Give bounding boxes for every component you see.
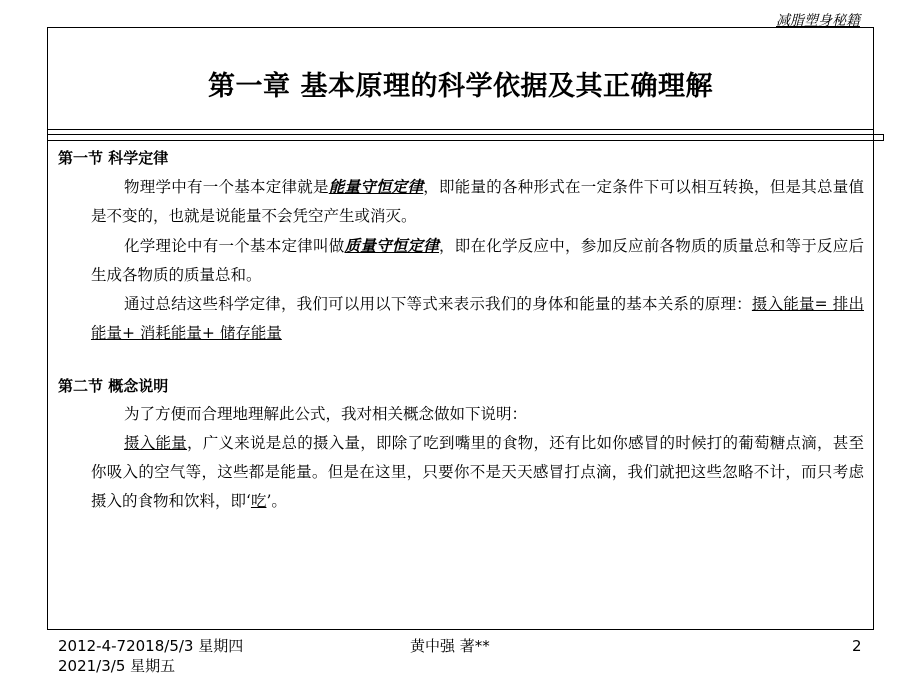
section1-heading: 第一节 科学定律 <box>58 149 169 167</box>
series-title: 减脂塑身秘籍 <box>776 13 860 29</box>
footer-date: 2012-4-72018/5/3 星期四2021/3/5 星期五 <box>58 637 244 675</box>
title-rule-top <box>47 134 884 135</box>
content-area <box>58 145 864 516</box>
section2-paragraph-1: 为了方便而合理地理解此公式，我对相关概念做如下说明： <box>124 405 528 423</box>
section1-p1-text-post: ，即能量的各种形式在一定条件下可以相互转换，但是其总量值是不变的，也就是说能量不会凭空产生或消灭。 <box>91 178 864 225</box>
section1-p1-text-pre: 物理学中有一个基本定律就是 <box>124 178 329 196</box>
energy-conservation-term: 能量守恒定律 <box>328 177 424 196</box>
section1-paragraph-1 <box>91 172 864 231</box>
mass-conservation-term: 质量守恒定律 <box>344 236 439 255</box>
title-rule-bottom <box>47 140 884 141</box>
section2-p2-text-end: ’。 <box>266 492 287 510</box>
footer-author: 黄中强 著** <box>410 637 490 655</box>
section2-paragraph-2 <box>91 429 864 516</box>
section1-paragraph-3 <box>91 290 864 348</box>
energy-intake-term: 摄入能量 <box>124 434 187 452</box>
section1-p2-text-pre: 化学理论中有一个基本定律叫做 <box>124 237 345 255</box>
energy-formula: 摄入能量= 排出能量+ 消耗能量+ 储存能量 <box>91 295 864 342</box>
section2-heading: 第二节 概念说明 <box>58 377 169 395</box>
chapter-title: 第一章 基本原理的科学依据及其正确理解 <box>208 71 713 102</box>
eat-term: 吃 <box>250 492 267 510</box>
section1-p3-text-pre: 通过总结这些科学定律，我们可以用以下等式来表示我们的身体和能量的基本关系的原理： <box>124 295 752 313</box>
title-rule-cap <box>883 134 884 140</box>
section1-paragraph-2 <box>91 231 864 290</box>
section1-p2-text-post: ，即在化学反应中，参加反应前各物质的质量总和等于反应后生成各物质的质量总和。 <box>91 237 864 284</box>
section2-p2-text-mid: ，广义来说是总的摄入量，即除了吃到嘴里的食物，还有比如你感冒的时候打的葡萄糖点滴，甚至你吸入的空气等，这些都是能量。但是在这里，只要你不是天天感冒打点滴，我们就把这些忽略不计，而只考虑摄入的食物和饮料，即‘ <box>91 434 864 510</box>
page-number: 2 <box>852 637 862 655</box>
